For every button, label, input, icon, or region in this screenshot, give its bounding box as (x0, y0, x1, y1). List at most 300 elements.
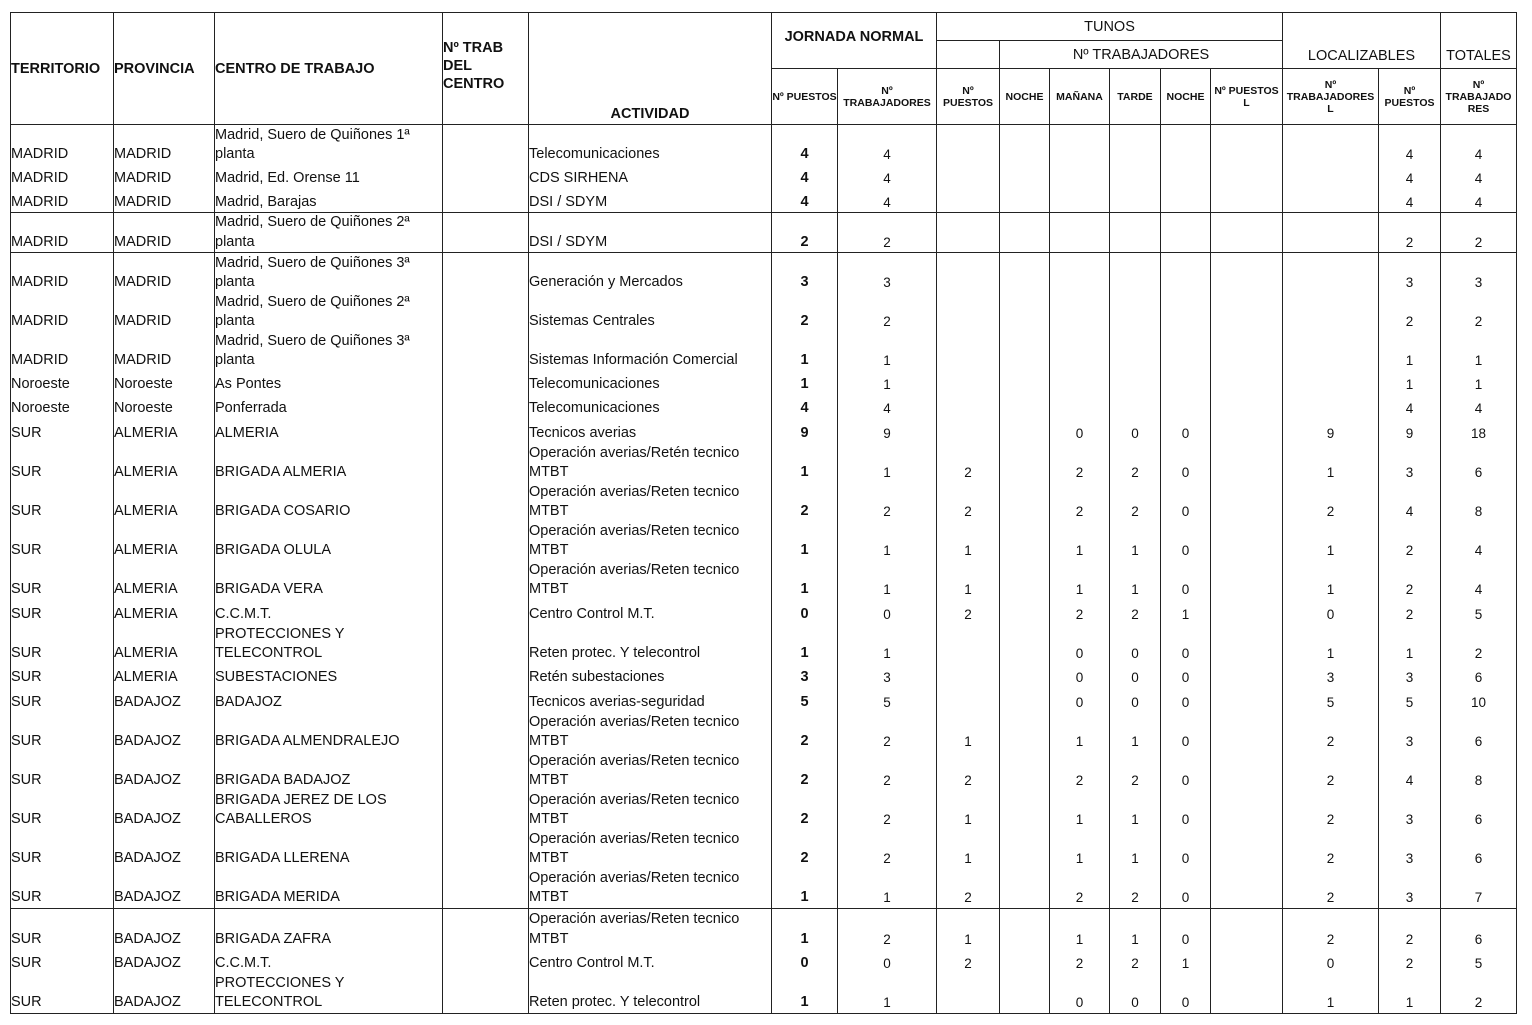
cell-centro: BRIGADA BADAJOZ (215, 752, 443, 791)
cell-noche-2: 0 (1161, 664, 1211, 688)
cell-l-puestos (1211, 713, 1283, 752)
workplace-table (10, 12, 1517, 1014)
cell-l-trabajadores: 3 (1283, 664, 1379, 688)
cell-tarde: 2 (1110, 869, 1161, 909)
cell-l-puestos (1211, 189, 1283, 213)
cell-ntrab (443, 752, 529, 791)
cell-centro: Ponferrada (215, 395, 443, 419)
cell-l-trabajadores: 0 (1283, 949, 1379, 973)
cell-manana: 1 (1050, 830, 1110, 869)
cell-jn-puestos: 3 (772, 664, 838, 688)
header-territorio: TERRITORIO (11, 13, 114, 125)
cell-provincia: Noroeste (114, 395, 215, 419)
cell-territorio: SUR (11, 444, 114, 483)
cell-t-puestos: 2 (937, 869, 1000, 909)
cell-tarde: 2 (1110, 483, 1161, 522)
cell-jn-trabajadores: 3 (838, 664, 937, 688)
cell-jn-trabajadores: 2 (838, 293, 937, 332)
cell-tarde: 1 (1110, 522, 1161, 561)
cell-ntrab (443, 213, 529, 253)
cell-l-puestos (1211, 973, 1283, 1013)
cell-actividad: Operación averias/Reten tecnico MTBT (529, 561, 772, 600)
cell-jn-trabajadores: 1 (838, 869, 937, 909)
cell-territorio: SUR (11, 908, 114, 949)
table-row (11, 869, 1517, 909)
table-row (11, 791, 1517, 830)
cell-l-puestos (1211, 253, 1283, 293)
cell-t-puestos: 2 (937, 444, 1000, 483)
cell-tot-puestos: 3 (1379, 869, 1441, 909)
cell-provincia: MADRID (114, 293, 215, 332)
cell-tarde (1110, 213, 1161, 253)
cell-noche-1 (1000, 752, 1050, 791)
cell-centro: Madrid, Ed. Orense 11 (215, 165, 443, 189)
cell-actividad: Retén subestaciones (529, 664, 772, 688)
cell-tarde (1110, 371, 1161, 395)
cell-jn-puestos: 2 (772, 213, 838, 253)
cell-jn-puestos: 1 (772, 625, 838, 664)
cell-noche-2: 0 (1161, 908, 1211, 949)
cell-noche-2: 0 (1161, 973, 1211, 1013)
table-row (11, 483, 1517, 522)
cell-actividad: Reten protec. Y telecontrol (529, 973, 772, 1013)
cell-tot-trabajadores: 6 (1441, 908, 1517, 949)
table-row (11, 949, 1517, 973)
cell-territorio: MADRID (11, 189, 114, 213)
cell-manana (1050, 213, 1110, 253)
cell-jn-puestos: 9 (772, 419, 838, 444)
cell-l-trabajadores: 2 (1283, 791, 1379, 830)
table-row (11, 395, 1517, 419)
cell-jn-trabajadores: 4 (838, 189, 937, 213)
cell-l-trabajadores: 9 (1283, 419, 1379, 444)
cell-actividad: Tecnicos averias-seguridad (529, 688, 772, 713)
cell-noche-2: 1 (1161, 600, 1211, 625)
cell-tot-puestos: 4 (1379, 165, 1441, 189)
header-jn-puestos: Nº PUESTOS (772, 69, 838, 125)
cell-ntrab (443, 395, 529, 419)
cell-ntrab (443, 125, 529, 165)
cell-tarde (1110, 332, 1161, 371)
cell-l-puestos (1211, 419, 1283, 444)
cell-jn-puestos: 4 (772, 189, 838, 213)
cell-manana: 0 (1050, 688, 1110, 713)
cell-tot-trabajadores: 4 (1441, 165, 1517, 189)
header-ntrabajadores: Nº TRABAJADORES (1000, 41, 1283, 69)
cell-jn-trabajadores: 4 (838, 125, 937, 165)
cell-noche-1 (1000, 483, 1050, 522)
table-row (11, 332, 1517, 371)
table-row (11, 125, 1517, 165)
cell-tot-trabajadores: 5 (1441, 600, 1517, 625)
cell-l-trabajadores: 0 (1283, 600, 1379, 625)
cell-l-puestos (1211, 483, 1283, 522)
cell-noche-1 (1000, 869, 1050, 909)
cell-noche-2: 0 (1161, 625, 1211, 664)
cell-noche-2: 0 (1161, 752, 1211, 791)
cell-tot-puestos: 1 (1379, 332, 1441, 371)
cell-centro: BRIGADA ALMENDRALEJO (215, 713, 443, 752)
cell-l-puestos (1211, 332, 1283, 371)
cell-tot-puestos: 2 (1379, 522, 1441, 561)
cell-territorio: SUR (11, 600, 114, 625)
cell-manana: 0 (1050, 664, 1110, 688)
table-row (11, 752, 1517, 791)
cell-actividad: Generación y Mercados (529, 253, 772, 293)
cell-jn-puestos: 1 (772, 973, 838, 1013)
cell-tarde (1110, 165, 1161, 189)
cell-t-puestos: 1 (937, 713, 1000, 752)
header-actividad: ACTIVIDAD (529, 13, 772, 125)
cell-tarde: 2 (1110, 444, 1161, 483)
cell-t-puestos: 1 (937, 561, 1000, 600)
cell-territorio: MADRID (11, 165, 114, 189)
cell-territorio: SUR (11, 869, 114, 909)
table-row (11, 973, 1517, 1013)
header-jn-trabajadores: Nº TRABAJADORES (838, 69, 937, 125)
cell-manana: 1 (1050, 561, 1110, 600)
cell-t-puestos (937, 253, 1000, 293)
cell-tot-puestos: 2 (1379, 213, 1441, 253)
cell-jn-trabajadores: 4 (838, 395, 937, 419)
cell-manana (1050, 253, 1110, 293)
cell-centro: Madrid, Suero de Quiñones 2ª planta (215, 213, 443, 253)
cell-l-trabajadores (1283, 371, 1379, 395)
cell-noche-2 (1161, 253, 1211, 293)
cell-tot-trabajadores: 7 (1441, 869, 1517, 909)
cell-actividad: Telecomunicaciones (529, 371, 772, 395)
cell-ntrab (443, 688, 529, 713)
cell-ntrab (443, 293, 529, 332)
header-centro: CENTRO DE TRABAJO (215, 13, 443, 125)
cell-tarde: 1 (1110, 908, 1161, 949)
cell-noche-1 (1000, 561, 1050, 600)
cell-ntrab (443, 869, 529, 909)
cell-l-puestos (1211, 688, 1283, 713)
cell-jn-puestos: 1 (772, 332, 838, 371)
cell-tot-puestos: 3 (1379, 253, 1441, 293)
cell-noche-2 (1161, 332, 1211, 371)
cell-noche-2 (1161, 125, 1211, 165)
cell-noche-2: 0 (1161, 419, 1211, 444)
cell-noche-2 (1161, 395, 1211, 419)
cell-tarde (1110, 293, 1161, 332)
cell-noche-1 (1000, 332, 1050, 371)
cell-manana: 0 (1050, 973, 1110, 1013)
table-row (11, 165, 1517, 189)
cell-noche-1 (1000, 522, 1050, 561)
cell-actividad: Operación averias/Retén tecnico MTBT (529, 444, 772, 483)
cell-l-trabajadores: 1 (1283, 444, 1379, 483)
cell-ntrab (443, 791, 529, 830)
table-row (11, 189, 1517, 213)
cell-manana: 2 (1050, 600, 1110, 625)
cell-t-puestos: 1 (937, 522, 1000, 561)
cell-actividad: Operación averias/Reten tecnico MTBT (529, 752, 772, 791)
cell-provincia: MADRID (114, 213, 215, 253)
table-row (11, 213, 1517, 253)
cell-t-puestos: 2 (937, 483, 1000, 522)
cell-actividad: Telecomunicaciones (529, 395, 772, 419)
cell-centro: BRIGADA MERIDA (215, 869, 443, 909)
cell-t-puestos (937, 973, 1000, 1013)
cell-tot-puestos: 3 (1379, 444, 1441, 483)
cell-tot-trabajadores: 6 (1441, 830, 1517, 869)
cell-manana (1050, 165, 1110, 189)
cell-jn-trabajadores: 2 (838, 713, 937, 752)
cell-noche-2: 0 (1161, 561, 1211, 600)
cell-centro: SUBESTACIONES (215, 664, 443, 688)
cell-territorio: SUR (11, 688, 114, 713)
cell-jn-trabajadores: 5 (838, 688, 937, 713)
cell-tot-trabajadores: 2 (1441, 293, 1517, 332)
cell-tot-trabajadores: 10 (1441, 688, 1517, 713)
cell-t-puestos (937, 189, 1000, 213)
cell-jn-trabajadores: 2 (838, 908, 937, 949)
table-row (11, 444, 1517, 483)
cell-l-puestos (1211, 444, 1283, 483)
cell-centro: Madrid, Barajas (215, 189, 443, 213)
cell-jn-trabajadores: 1 (838, 973, 937, 1013)
cell-noche-1 (1000, 713, 1050, 752)
cell-t-puestos (937, 395, 1000, 419)
cell-t-puestos (937, 165, 1000, 189)
cell-noche-1 (1000, 125, 1050, 165)
cell-manana: 2 (1050, 869, 1110, 909)
cell-t-puestos: 1 (937, 830, 1000, 869)
cell-territorio: Noroeste (11, 371, 114, 395)
cell-jn-puestos: 1 (772, 371, 838, 395)
cell-tot-trabajadores: 2 (1441, 625, 1517, 664)
cell-noche-2 (1161, 293, 1211, 332)
cell-territorio: MADRID (11, 332, 114, 371)
cell-tarde: 0 (1110, 973, 1161, 1013)
cell-provincia: MADRID (114, 165, 215, 189)
cell-tot-puestos: 1 (1379, 973, 1441, 1013)
cell-provincia: BADAJOZ (114, 949, 215, 973)
cell-t-puestos (937, 213, 1000, 253)
cell-noche-1 (1000, 165, 1050, 189)
header-tunos: TUNOS (937, 13, 1283, 41)
cell-ntrab (443, 664, 529, 688)
cell-jn-trabajadores: 3 (838, 253, 937, 293)
cell-centro: BRIGADA ZAFRA (215, 908, 443, 949)
cell-actividad: Operación averias/Reten tecnico MTBT (529, 791, 772, 830)
table-row (11, 371, 1517, 395)
header-tunos-blank (937, 41, 1000, 69)
cell-noche-2: 0 (1161, 444, 1211, 483)
cell-centro: Madrid, Suero de Quiñones 2ª planta (215, 293, 443, 332)
cell-tot-puestos: 3 (1379, 713, 1441, 752)
cell-tarde (1110, 189, 1161, 213)
cell-provincia: BADAJOZ (114, 908, 215, 949)
cell-centro: As Pontes (215, 371, 443, 395)
cell-ntrab (443, 165, 529, 189)
cell-manana (1050, 189, 1110, 213)
cell-tot-puestos: 2 (1379, 908, 1441, 949)
cell-l-puestos (1211, 869, 1283, 909)
cell-noche-1 (1000, 791, 1050, 830)
cell-noche-1 (1000, 600, 1050, 625)
cell-jn-puestos: 1 (772, 869, 838, 909)
cell-actividad: Operación averias/Reten tecnico MTBT (529, 830, 772, 869)
cell-jn-trabajadores: 1 (838, 332, 937, 371)
cell-ntrab (443, 625, 529, 664)
cell-noche-1 (1000, 189, 1050, 213)
cell-manana: 2 (1050, 949, 1110, 973)
cell-provincia: BADAJOZ (114, 688, 215, 713)
cell-provincia: BADAJOZ (114, 752, 215, 791)
table-row (11, 830, 1517, 869)
cell-l-trabajadores: 1 (1283, 973, 1379, 1013)
cell-l-trabajadores: 1 (1283, 561, 1379, 600)
cell-l-trabajadores: 2 (1283, 752, 1379, 791)
cell-noche-1 (1000, 253, 1050, 293)
cell-jn-puestos: 2 (772, 830, 838, 869)
cell-noche-2: 0 (1161, 522, 1211, 561)
cell-tot-trabajadores: 2 (1441, 213, 1517, 253)
cell-tot-trabajadores: 18 (1441, 419, 1517, 444)
cell-territorio: SUR (11, 973, 114, 1013)
cell-territorio: SUR (11, 949, 114, 973)
cell-territorio: MADRID (11, 293, 114, 332)
cell-centro: Madrid, Suero de Quiñones 3ª planta (215, 332, 443, 371)
cell-territorio: SUR (11, 419, 114, 444)
cell-t-puestos (937, 625, 1000, 664)
cell-jn-trabajadores: 2 (838, 752, 937, 791)
cell-actividad: Sistemas Información Comercial (529, 332, 772, 371)
cell-jn-puestos: 2 (772, 791, 838, 830)
cell-l-puestos (1211, 949, 1283, 973)
cell-noche-1 (1000, 371, 1050, 395)
cell-l-puestos (1211, 664, 1283, 688)
cell-l-puestos (1211, 395, 1283, 419)
cell-provincia: ALMERIA (114, 625, 215, 664)
cell-manana: 2 (1050, 483, 1110, 522)
cell-territorio: SUR (11, 830, 114, 869)
cell-l-trabajadores (1283, 125, 1379, 165)
cell-noche-1 (1000, 830, 1050, 869)
header-l-trabajadores: Nº TRABAJADORES L (1283, 69, 1379, 125)
cell-jn-puestos: 5 (772, 688, 838, 713)
cell-tarde: 0 (1110, 664, 1161, 688)
cell-centro: BRIGADA LLERENA (215, 830, 443, 869)
cell-jn-trabajadores: 1 (838, 625, 937, 664)
cell-ntrab (443, 189, 529, 213)
cell-jn-trabajadores: 2 (838, 213, 937, 253)
cell-provincia: ALMERIA (114, 600, 215, 625)
cell-l-puestos (1211, 125, 1283, 165)
cell-noche-2 (1161, 189, 1211, 213)
cell-centro: PROTECCIONES Y TELECONTROL (215, 973, 443, 1013)
cell-l-puestos (1211, 791, 1283, 830)
cell-l-trabajadores: 2 (1283, 830, 1379, 869)
cell-jn-puestos: 4 (772, 165, 838, 189)
cell-tot-trabajadores: 6 (1441, 664, 1517, 688)
cell-tarde: 1 (1110, 561, 1161, 600)
cell-actividad: Sistemas Centrales (529, 293, 772, 332)
cell-centro: Madrid, Suero de Quiñones 3ª planta (215, 253, 443, 293)
cell-noche-1 (1000, 908, 1050, 949)
cell-noche-2 (1161, 213, 1211, 253)
cell-tarde (1110, 395, 1161, 419)
cell-provincia: ALMERIA (114, 522, 215, 561)
cell-ntrab (443, 522, 529, 561)
cell-tarde (1110, 253, 1161, 293)
cell-tarde: 2 (1110, 600, 1161, 625)
cell-jn-puestos: 4 (772, 395, 838, 419)
cell-tarde: 1 (1110, 830, 1161, 869)
cell-tot-puestos: 2 (1379, 293, 1441, 332)
cell-tot-puestos: 4 (1379, 125, 1441, 165)
cell-provincia: MADRID (114, 125, 215, 165)
cell-l-trabajadores (1283, 332, 1379, 371)
cell-jn-trabajadores: 1 (838, 561, 937, 600)
cell-actividad: Operación averias/Reten tecnico MTBT (529, 483, 772, 522)
cell-manana: 2 (1050, 752, 1110, 791)
cell-ntrab (443, 419, 529, 444)
cell-provincia: Noroeste (114, 371, 215, 395)
cell-territorio: MADRID (11, 253, 114, 293)
cell-t-puestos (937, 293, 1000, 332)
cell-centro: C.C.M.T. (215, 949, 443, 973)
cell-territorio: SUR (11, 522, 114, 561)
cell-territorio: MADRID (11, 213, 114, 253)
cell-provincia: BADAJOZ (114, 973, 215, 1013)
table-row (11, 561, 1517, 600)
header-provincia: PROVINCIA (114, 13, 215, 125)
cell-l-trabajadores (1283, 189, 1379, 213)
cell-ntrab (443, 973, 529, 1013)
cell-noche-2: 0 (1161, 713, 1211, 752)
cell-tot-puestos: 3 (1379, 830, 1441, 869)
cell-l-puestos (1211, 561, 1283, 600)
cell-tarde: 1 (1110, 791, 1161, 830)
cell-centro: BRIGADA VERA (215, 561, 443, 600)
cell-territorio: SUR (11, 713, 114, 752)
cell-l-trabajadores (1283, 253, 1379, 293)
cell-l-puestos (1211, 752, 1283, 791)
cell-ntrab (443, 600, 529, 625)
cell-jn-puestos: 3 (772, 253, 838, 293)
cell-centro: PROTECCIONES Y TELECONTROL (215, 625, 443, 664)
cell-jn-trabajadores: 0 (838, 949, 937, 973)
cell-actividad: DSI / SDYM (529, 213, 772, 253)
cell-tot-trabajadores: 6 (1441, 444, 1517, 483)
cell-manana: 2 (1050, 444, 1110, 483)
cell-tot-puestos: 4 (1379, 189, 1441, 213)
cell-l-puestos (1211, 213, 1283, 253)
cell-territorio: SUR (11, 625, 114, 664)
cell-noche-2: 0 (1161, 830, 1211, 869)
cell-actividad: Tecnicos averias (529, 419, 772, 444)
cell-provincia: MADRID (114, 332, 215, 371)
cell-l-trabajadores: 2 (1283, 869, 1379, 909)
cell-ntrab (443, 908, 529, 949)
cell-noche-2: 0 (1161, 483, 1211, 522)
cell-noche-1 (1000, 419, 1050, 444)
cell-manana: 0 (1050, 625, 1110, 664)
table-row (11, 664, 1517, 688)
cell-l-trabajadores (1283, 395, 1379, 419)
cell-tot-trabajadores: 3 (1441, 253, 1517, 293)
cell-provincia: ALMERIA (114, 419, 215, 444)
cell-tot-trabajadores: 8 (1441, 483, 1517, 522)
cell-actividad: Operación averias/Reten tecnico MTBT (529, 908, 772, 949)
cell-tot-trabajadores: 6 (1441, 791, 1517, 830)
cell-jn-puestos: 2 (772, 752, 838, 791)
cell-ntrab (443, 371, 529, 395)
